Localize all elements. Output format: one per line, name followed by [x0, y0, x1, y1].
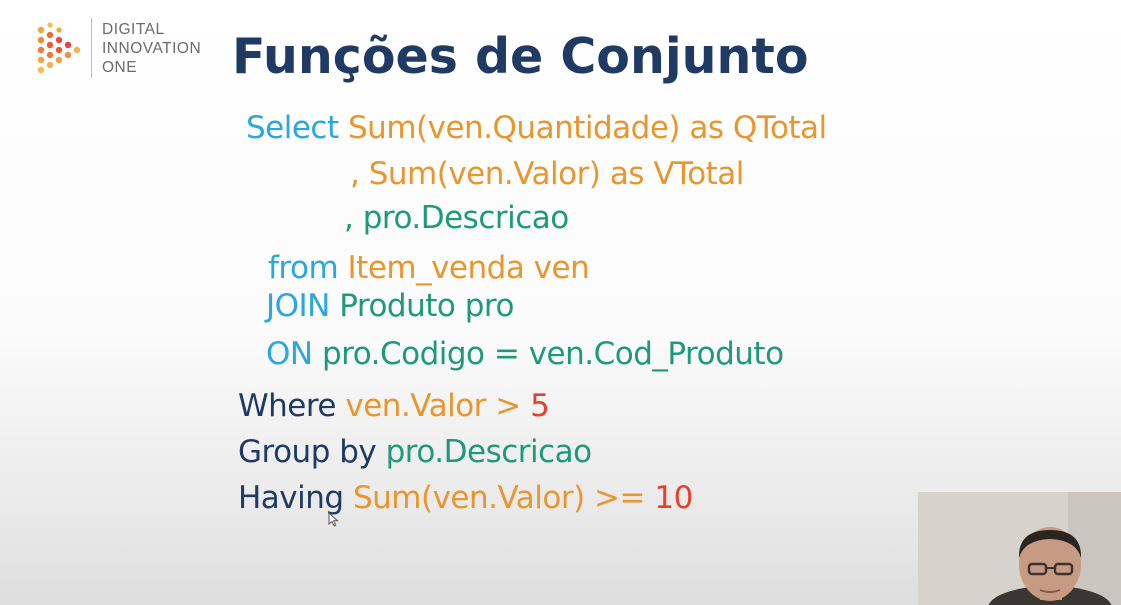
group-by-column: pro.Descricao [385, 434, 592, 470]
where-value: 5 [530, 388, 550, 424]
logo-wordmark [102, 20, 201, 77]
logo-line-1: DIGITAL [102, 21, 165, 38]
presenter-avatar-icon [918, 492, 1121, 605]
having-expression: Sum(ven.Valor) >= [352, 480, 646, 516]
presenter-webcam [918, 492, 1121, 605]
logo-line-3: ONE [102, 59, 138, 76]
join-condition: pro.Codigo = ven.Cod_Produto [321, 336, 784, 372]
dio-logo-icon [36, 22, 86, 76]
logo-divider [91, 18, 92, 78]
keyword-select: Select [246, 110, 339, 146]
code-line-sum-valor [350, 154, 744, 194]
code-line-where [238, 386, 549, 426]
join-table: Produto pro [339, 288, 514, 324]
logo-line-2: INNOVATION [102, 40, 202, 57]
keyword-join: JOIN [266, 288, 330, 324]
digital-innovation-one-logo [36, 18, 226, 80]
code-line-descricao [344, 198, 569, 238]
descricao-column: , pro.Descricao [344, 200, 569, 236]
keyword-on: ON [266, 336, 313, 372]
code-line-from [268, 248, 589, 288]
code-line-having [238, 478, 693, 518]
mouse-cursor-icon [328, 512, 340, 528]
from-table: Item_venda ven [347, 250, 590, 286]
slide-title: Funções de Conjunto [232, 28, 809, 85]
code-line-join [266, 286, 514, 326]
where-expression: ven.Valor > [345, 388, 521, 424]
code-line-group-by [238, 432, 592, 472]
having-value: 10 [654, 480, 693, 516]
sum-valor-expression: , Sum(ven.Valor) as VTotal [350, 156, 744, 192]
code-line-on [266, 334, 784, 374]
keyword-from: from [268, 250, 339, 286]
keyword-group-by: Group by [238, 434, 377, 470]
code-line-select [246, 108, 827, 148]
select-expression: Sum(ven.Quantidade) as QTotal [348, 110, 827, 146]
keyword-having: Having [238, 480, 344, 516]
keyword-where: Where [238, 388, 337, 424]
